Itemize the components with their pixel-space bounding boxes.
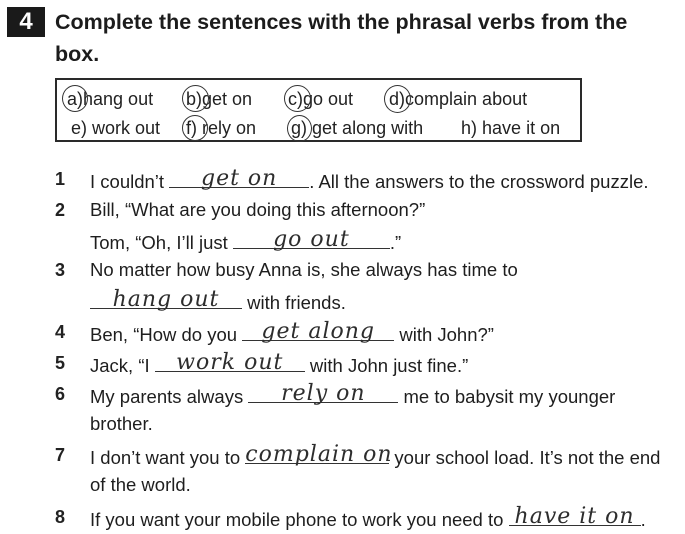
sentence-2-line-2 bbox=[90, 227, 402, 253]
sentence-number: 4 bbox=[55, 322, 66, 342]
sentence-7-line-2: of the world. bbox=[90, 474, 191, 495]
circle-mark-b bbox=[182, 85, 209, 112]
answer-blank bbox=[248, 381, 398, 406]
sentence-2-line-1: Bill, “What are you doing this afternoon?” bbox=[90, 199, 426, 220]
option-letter: f) bbox=[186, 118, 197, 138]
handwritten-answer: get along bbox=[261, 319, 375, 344]
title-line-2: box. bbox=[55, 42, 100, 66]
sentence-6-line-1 bbox=[90, 381, 616, 407]
sentence-number: 1 bbox=[55, 169, 66, 189]
handwritten-answer: get on bbox=[201, 166, 278, 191]
sentence-text-before: Ben, “How do you bbox=[90, 324, 243, 345]
option-letter: e) bbox=[71, 118, 88, 138]
sentence-text-before: I couldn’t bbox=[90, 171, 170, 192]
sentence-8 bbox=[90, 504, 646, 530]
sentence-3-line-2 bbox=[90, 287, 346, 313]
sentence-text-after: with John just fine.” bbox=[304, 355, 469, 376]
sentence-text-before: My parents always bbox=[90, 386, 249, 407]
handwritten-answer: have it on bbox=[514, 504, 635, 529]
option-text: go out bbox=[303, 89, 354, 109]
sentence-text-after: with friends. bbox=[242, 292, 346, 313]
sentence-number: 5 bbox=[55, 353, 66, 373]
answer-blank bbox=[245, 442, 393, 467]
circle-mark-g bbox=[287, 115, 312, 142]
handwritten-answer: go out bbox=[273, 227, 350, 252]
sentence-1 bbox=[90, 166, 649, 192]
exercise-title bbox=[55, 6, 675, 70]
circle-mark-f bbox=[182, 115, 208, 141]
option-letter: h) bbox=[461, 118, 478, 138]
exercise-number-badge: 4 bbox=[7, 7, 45, 37]
sentence-text-after: your school load. It’s not the end bbox=[389, 447, 661, 468]
sentence-3-line-1: No matter how busy Anna is, she always has time to bbox=[90, 259, 518, 280]
answer-blank bbox=[169, 166, 309, 191]
sentence-number: 8 bbox=[55, 507, 66, 527]
sentence-number: 3 bbox=[55, 260, 66, 280]
phrasal-verbs-box bbox=[55, 78, 582, 142]
option-text: have it on bbox=[482, 118, 561, 138]
sentence-number: 7 bbox=[55, 445, 66, 465]
circle-mark-c bbox=[284, 85, 311, 112]
sentence-text-before: I don’t want you to bbox=[90, 447, 246, 468]
handwritten-answer: complain on bbox=[245, 442, 393, 467]
option-text: hang out bbox=[83, 89, 154, 109]
option-letter: c) bbox=[288, 89, 303, 109]
answer-blank bbox=[242, 319, 394, 344]
sentence-text-after: with John?” bbox=[394, 324, 494, 345]
sentence-text-before: If you want your mobile phone to work you need to bbox=[90, 509, 509, 530]
option-text: rely on bbox=[202, 118, 257, 138]
option-letter: a) bbox=[67, 89, 84, 109]
handwritten-answer: hang out bbox=[112, 287, 220, 312]
sentence-7-line-1 bbox=[90, 442, 661, 468]
sentence-6-line-2: brother. bbox=[90, 413, 153, 434]
answer-blank bbox=[509, 504, 641, 529]
option-text: get along with bbox=[312, 118, 424, 138]
option-text: work out bbox=[92, 118, 161, 138]
sentence-text-after: . All the answers to the crossword puzzle. bbox=[309, 171, 649, 192]
option-letter: b) bbox=[186, 89, 203, 109]
sentence-text-after: .” bbox=[389, 232, 402, 253]
circle-mark-d bbox=[384, 85, 411, 113]
option-e bbox=[71, 118, 160, 138]
sentence-4 bbox=[90, 319, 494, 345]
title-line-1: Complete the sentences with the phrasal verbs from the bbox=[55, 10, 628, 34]
option-h bbox=[461, 118, 560, 138]
sentence-text-before: Jack, “I bbox=[90, 355, 155, 376]
sentence-number: 2 bbox=[55, 200, 66, 220]
sentence-text-after: . bbox=[640, 509, 646, 530]
handwritten-answer: rely on bbox=[281, 381, 366, 406]
sentence-text-before: Tom, “Oh, I’ll just bbox=[90, 232, 233, 253]
answer-blank bbox=[90, 287, 242, 312]
sentence-text-after: me to babysit my younger bbox=[398, 386, 616, 407]
option-letter: g) bbox=[291, 118, 308, 138]
answer-blank bbox=[233, 227, 390, 252]
option-text: complain about bbox=[405, 89, 528, 109]
sentence-5 bbox=[90, 350, 469, 376]
handwritten-answer: work out bbox=[176, 350, 284, 375]
option-text: get on bbox=[202, 89, 253, 109]
option-letter: d) bbox=[389, 89, 406, 109]
circle-mark-a bbox=[62, 85, 88, 112]
sentence-number: 6 bbox=[55, 384, 66, 404]
answer-blank bbox=[155, 350, 305, 375]
